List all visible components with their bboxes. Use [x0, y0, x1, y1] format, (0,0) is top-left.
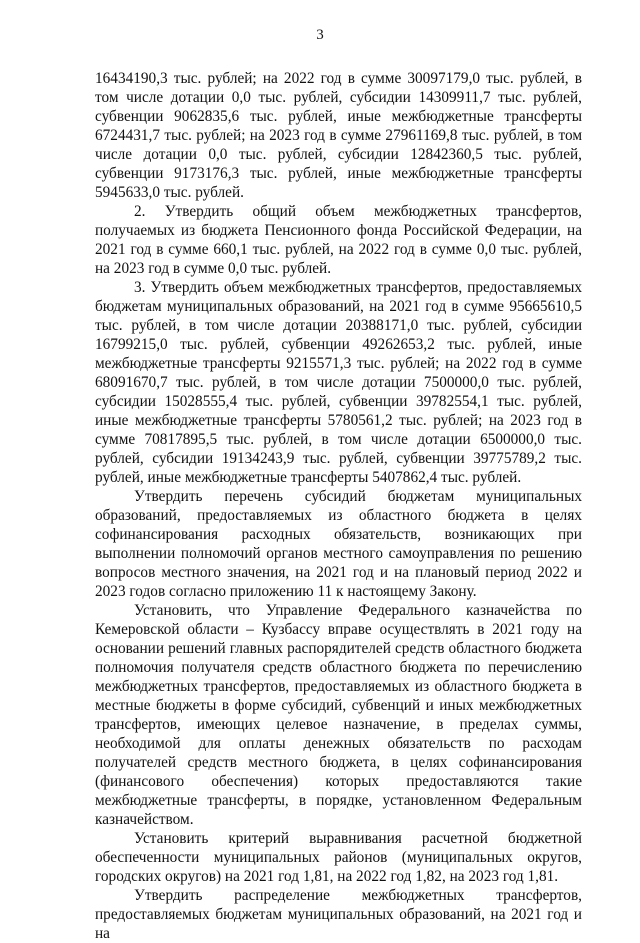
paragraph-subsidies-list: Утвердить перечень субсидий бюджетам муниципальных образований, предоставляемых из областного бюджета в целях софинансирования расходных обязательств, возникающих при выполнении полномочий органов местного самоуправления по решению вопросов местного значения, на 2021 год и на плановый период 2022 и 2023 годов согласно приложению 11 к настоящему Закону.	[95, 488, 582, 600]
paragraph-continuation: 16434190,3 тыс. рублей; на 2022 год в сумме 30097179,0 тыс. рублей, в том числе дотации 0,0 тыс. рублей, субсидии 14309911,7 тыс. рублей, субвенции 9062835,6 тыс. рублей, иные межбюджетные трансферты 6724431,7 тыс. рублей; на 2023 год в сумме 27961169,8 тыс. рублей, в том числе дотации 0,0 тыс. рублей, субсидии 12842360,5 тыс. рублей, субвенции 9173176,3 тыс. рублей, иные межбюджетные трансферты 5945633,0 тыс. рублей.	[95, 70, 582, 201]
paragraph-municipal-transfers: 3. Утвердить объем межбюджетных трансфертов, предоставляемых бюджетам муниципальных образований, на 2021 год в сумме 95665610,5 тыс. рублей, в том числе дотации 20388171,0 тыс. рублей, субсидии 16799215,0 тыс. рублей, субвенции 49262653,2 тыс. рублей, иные межбюджетные трансферты 9215571,3 тыс. рублей; на 2022 год в сумме 68091670,7 тыс. рублей, в том числе дотации 7500000,0 тыс. рублей, субсидии 15028555,4 тыс. рублей, субвенции 39782554,1 тыс. рублей, иные межбюджетные трансферты 5780561,2 тыс. рублей; на 2023 год в сумме 70817895,5 тыс. рублей, в том числе дотации 6500000,0 тыс. рублей, субсидии 19134243,9 тыс. рублей, субвенции 39775789,2 тыс. рублей, иные межбюджетные трансферты 5407862,4 тыс. рублей.	[95, 279, 582, 486]
document-body	[95, 69, 582, 943]
page-number: 3	[316, 27, 324, 43]
paragraph-treasury-powers: Установить, что Управление Федерального казначейства по Кемеровской области – Кузбассу вправе осуществлять в 2021 году на основании решений главных распорядителей средств областного бюджета полномочия получателя средств областного бюджета по перечислению межбюджетных трансфертов, предоставляемых из областного бюджета в местные бюджеты в форме субсидий, субвенций и иных межбюджетных трансфертов, имеющих целевое назначение, в пределах суммы, необходимой для оплаты денежных обязательств по расходам получателей средств местного бюджета, в целях софинансирования (финансового обеспечения) которых предоставляются такие межбюджетные трансферты, в порядке, установленном Федеральным казначейством.	[95, 602, 582, 828]
paragraph-equalization-criterion: Установить критерий выравнивания расчетной бюджетной обеспеченности муниципальных районов (муниципальных округов, городских округов) на 2021 год 1,81, на 2022 год 1,82, на 2023 год 1,81.	[95, 830, 582, 885]
paragraph-distribution: Утвердить распределение межбюджетных трансфертов, предоставляемых бюджетам муниципальных образований, на 2021 год и на	[95, 887, 582, 942]
paragraph-pension-fund-transfers: 2. Утвердить общий объем межбюджетных трансфертов, получаемых из бюджета Пенсионного фонда Российской Федерации, на 2021 год в сумме 660,1 тыс. рублей, на 2022 год в сумме 0,0 тыс. рублей, на 2023 год в сумме 0,0 тыс. рублей.	[95, 203, 582, 277]
